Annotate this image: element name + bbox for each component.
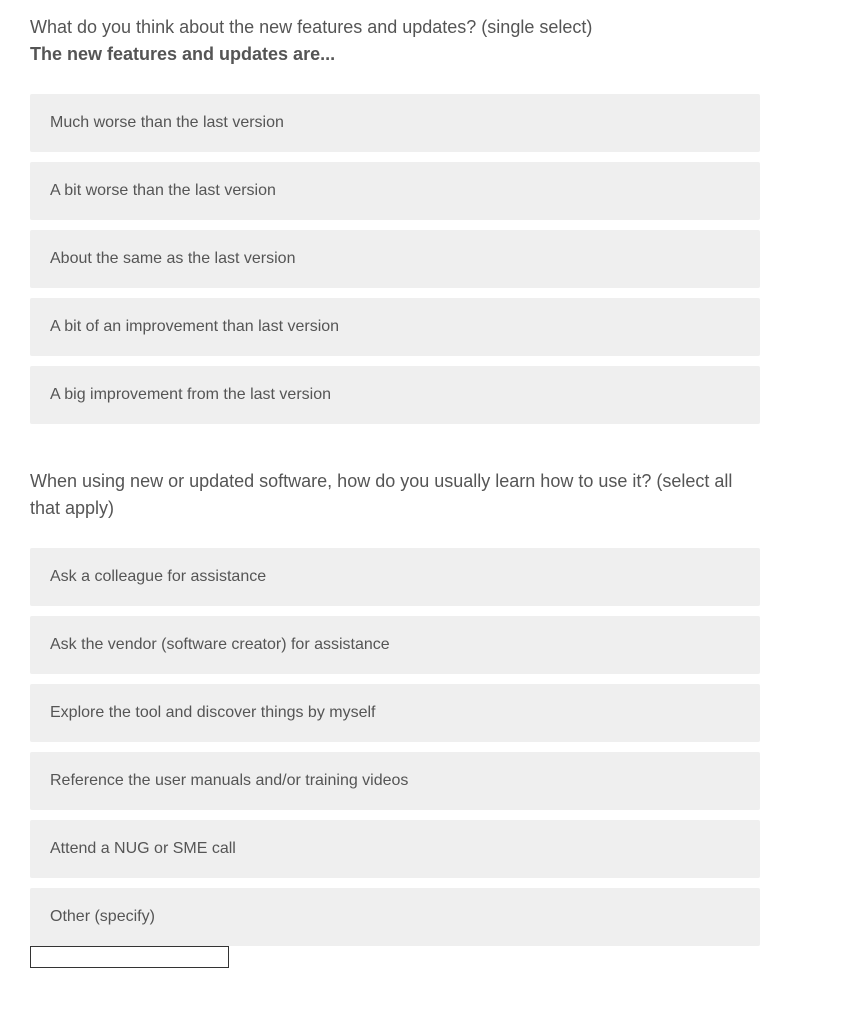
option-bit-worse[interactable]: A bit worse than the last version xyxy=(30,162,760,220)
multi-select-options xyxy=(30,548,760,946)
option-big-improvement[interactable]: A big improvement from the last version xyxy=(30,366,760,424)
question-text: When using new or updated software, how do you usually learn how to use it? (select all that apply) xyxy=(30,471,733,518)
option-about-same[interactable]: About the same as the last version xyxy=(30,230,760,288)
option-explore-tool[interactable]: Explore the tool and discover things by myself xyxy=(30,684,760,742)
question-features-updates xyxy=(30,0,760,424)
option-other-specify[interactable]: Other (specify) xyxy=(30,888,760,946)
single-select-options xyxy=(30,94,760,424)
option-bit-improvement[interactable]: A bit of an improvement than last version xyxy=(30,298,760,356)
option-attend-call[interactable]: Attend a NUG or SME call xyxy=(30,820,760,878)
question-subtitle: The new features and updates are... xyxy=(30,44,336,64)
option-much-worse[interactable]: Much worse than the last version xyxy=(30,94,760,152)
question-learning-methods xyxy=(30,468,760,968)
option-ask-vendor[interactable]: Ask the vendor (software creator) for assistance xyxy=(30,616,760,674)
survey-page xyxy=(30,0,760,968)
option-ask-colleague[interactable]: Ask a colleague for assistance xyxy=(30,548,760,606)
option-reference-manuals[interactable]: Reference the user manuals and/or training videos xyxy=(30,752,760,810)
question-text: What do you think about the new features and updates? (single select) xyxy=(30,17,593,37)
other-specify-input[interactable] xyxy=(30,946,229,968)
